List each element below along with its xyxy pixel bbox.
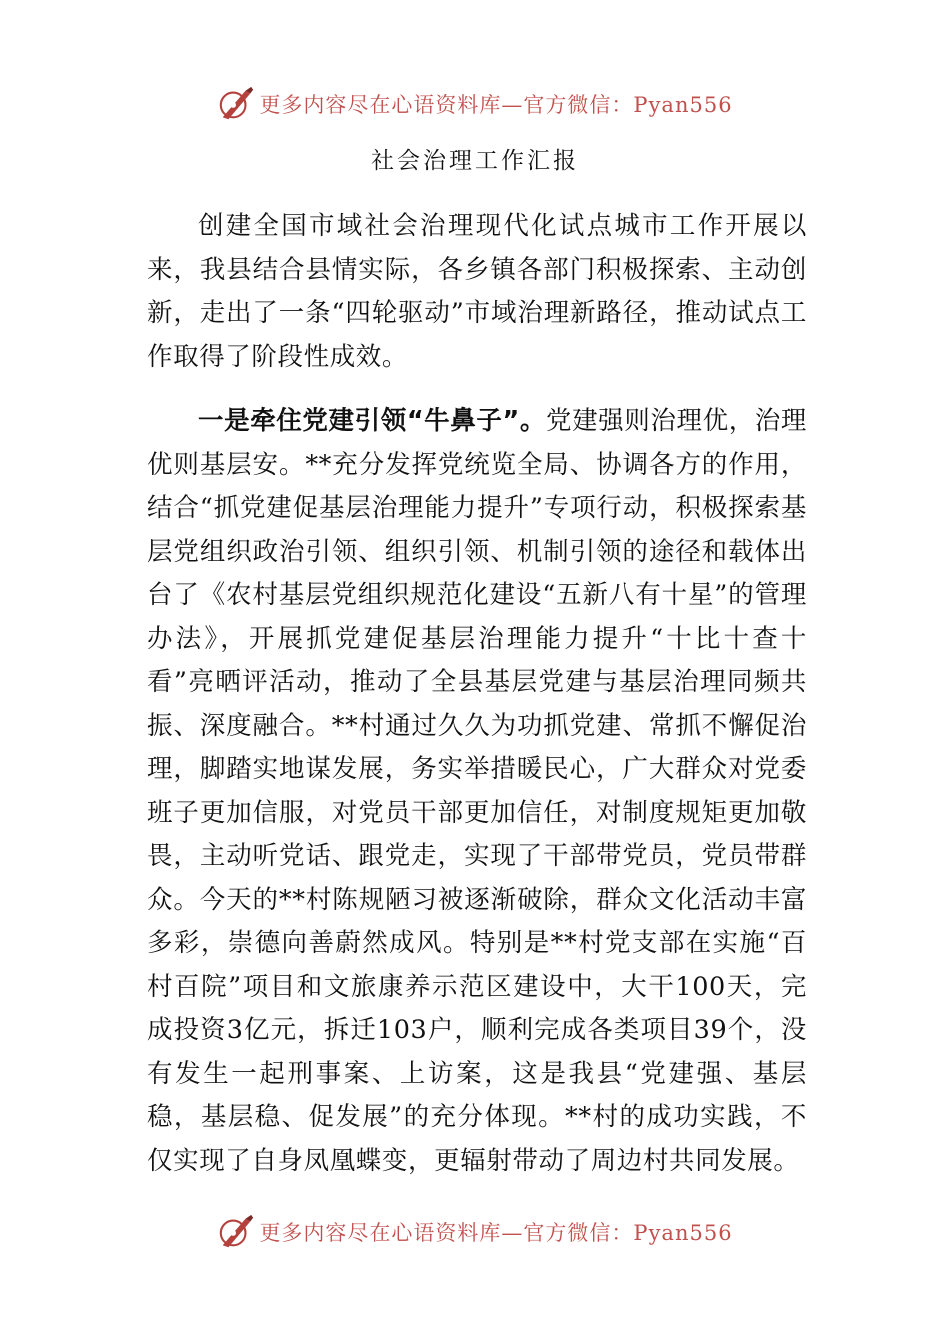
footer-watermark xyxy=(0,1210,950,1254)
pen-nib-logo-icon xyxy=(217,1213,255,1251)
section-1-paragraph xyxy=(147,400,807,1183)
intro-paragraph: 创建全国市域社会治理现代化试点城市工作开展以来，我县结合县情实际，各乡镇各部门积极探索、主动创新，走出了一条“四轮驱动”市域治理新路径，推动试点工作取得了阶段性成效。 xyxy=(147,211,807,372)
document-body xyxy=(147,205,807,1183)
section-1-body: 党建强则治理优，治理优则基层安。**充分发挥党统览全局、协调各方的作用，结合“抓党建促基层治理能力提升”专项行动，积极探索基层党组织政治引领、组织引领、机制引领的途径和载体出台了《农村基层党组织规范化建设“五新八有十星”的管理办法》，开展抓党建促基层治理能力提升“十比十查十看”亮晒评活动，推动了全县基层党建与基层治理同频共振、深度融合。**村通过久久为功抓党建、常抓不懈促治理，脚踏实地谋发展，务实举措暖民心，广大群众对党委班子更加信服，对党员干部更加信任，对制度规矩更加敬畏，主动听党话、跟党走，实现了干部带党员，党员带群众。今天的**村陈规陋习被逐渐破除，群众文化活动丰富多彩，崇德向善蔚然成风。特别是**村党支部在实施“百村百院”项目和文旅康养示范区建设中，大干100天，完成投资3亿元，拆迁103户，顺利完成各类项目39个，没有发生一起刑事案、上访案，这是我县“党建强、基层稳，基层稳、促发展”的充分体现。**村的成功实践，不仅实现了自身凤凰蝶变，更辐射带动了周边村共同发展。 xyxy=(147,406,808,1176)
watermark-text: 更多内容尽在心语资料库—官方微信：Pyan556 xyxy=(259,93,733,117)
pen-nib-logo-icon xyxy=(217,85,255,123)
document-title: 社会治理工作汇报 xyxy=(371,148,579,174)
section-1-heading: 一是牵住党建引领“牛鼻子”。 xyxy=(198,406,546,436)
header-watermark xyxy=(0,82,950,126)
watermark-text: 更多内容尽在心语资料库—官方微信：Pyan556 xyxy=(259,1221,733,1245)
